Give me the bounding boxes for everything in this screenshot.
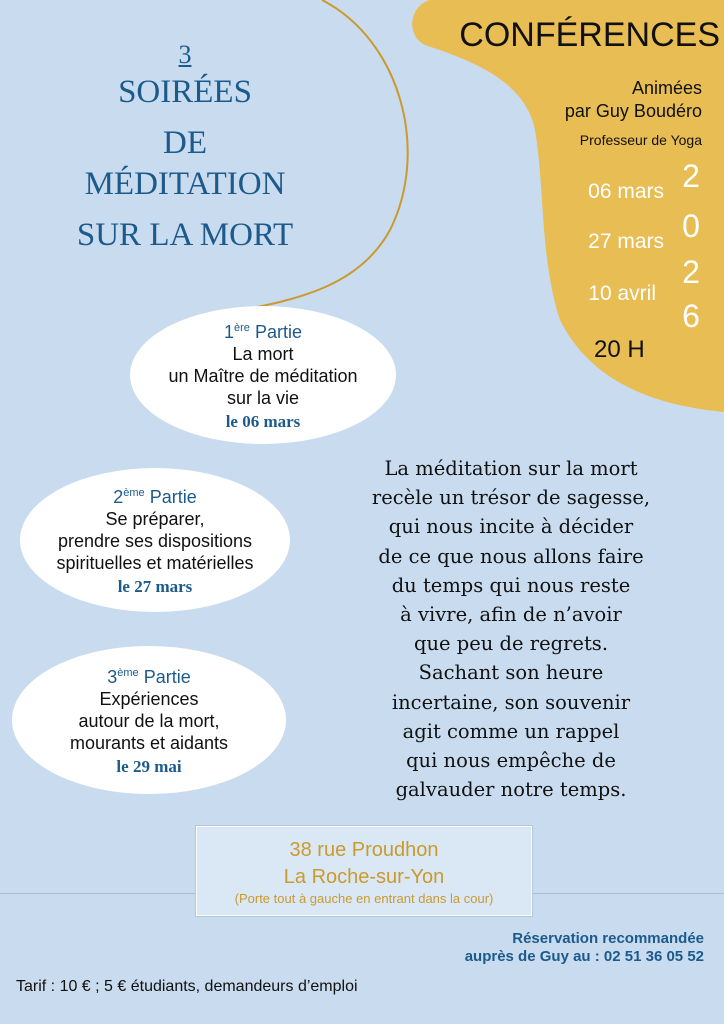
year-digit-1: 2: [682, 158, 700, 194]
main-title: [40, 40, 330, 254]
reservation-line-1: Réservation recommandée: [512, 930, 704, 947]
price-info: Tarif : 10 € ; 5 € étudiants, demandeurs d’emploi: [16, 978, 358, 995]
part-2-line-2: prendre ses dispositions: [57, 531, 253, 551]
address-street: 38 rue Proudhon: [289, 839, 439, 861]
conference-heading: CONFÉRENCES: [459, 16, 720, 54]
part-2-date: le 27 mars: [117, 577, 193, 596]
quote-line: à vivre, afin de n’avoir: [400, 603, 622, 627]
yellow-blob: [412, 0, 724, 412]
date-2: 27 mars: [588, 230, 664, 253]
part-1-line-3: sur la vie: [226, 388, 300, 408]
address-box: [196, 826, 532, 916]
address-note: (Porte tout à gauche en entrant dans la cour): [234, 891, 494, 906]
title-number: 3: [178, 40, 192, 69]
quote-line: que peu de regrets.: [413, 632, 609, 656]
quote-line: galvauder notre temps.: [395, 778, 627, 802]
part-1-ellipse: [130, 306, 396, 444]
quote-line: qui nous empêche de: [406, 749, 616, 773]
year-digit-4: 6: [682, 298, 700, 334]
part-2-ellipse: [20, 468, 290, 612]
quote-line: du temps qui nous reste: [391, 573, 631, 597]
quote-line: La méditation sur la mort: [384, 457, 638, 480]
part-2-line-1: Se préparer,: [105, 509, 205, 529]
meditation-quote: [356, 454, 666, 804]
title-line-1: SOIRÉES: [118, 74, 252, 110]
part-1-date: le 06 mars: [225, 412, 301, 431]
quote-line: Sachant son heure: [418, 661, 604, 685]
animated-by-line-2: par Guy Boudéro: [564, 101, 702, 121]
year-digit-2: 0: [682, 208, 700, 244]
part-3-line-1: Expériences: [99, 689, 199, 709]
title-line-4: SUR LA MORT: [76, 217, 294, 253]
quote-line: incertaine, son souvenir: [391, 690, 631, 714]
part-3-ellipse: [12, 646, 286, 794]
quote-line: qui nous incite à décider: [388, 515, 634, 539]
title-line-2: DE: [163, 125, 207, 161]
address-city: La Roche-sur-Yon: [283, 866, 445, 888]
part-3-date: le 29 mai: [116, 757, 182, 776]
date-3: 10 avril: [588, 282, 656, 305]
part-3-line-3: mourants et aidants: [69, 733, 229, 753]
year-digit-3: 2: [682, 254, 700, 290]
reservation-line-2: auprès de Guy au : 02 51 36 05 52: [464, 948, 704, 965]
part-3-line-2: autour de la mort,: [78, 711, 220, 731]
title-line-3: MÉDITATION: [84, 166, 286, 202]
part-2-line-3: spirituelles et matérielles: [56, 553, 254, 573]
part-2-title: 2ème Partie: [113, 487, 197, 507]
quote-line: de ce que nous allons faire: [378, 544, 644, 568]
event-hour: 20 H: [594, 336, 645, 363]
date-1: 06 mars: [588, 180, 664, 203]
part-1-line-2: un Maître de méditation: [168, 366, 358, 386]
animated-by-line-1: Animées: [631, 78, 702, 98]
part-1-line-1: La mort: [232, 344, 294, 364]
quote-line: agit comme un rappel: [402, 719, 620, 743]
quote-line: recèle un trésor de sagesse,: [371, 486, 651, 510]
part-1-title: 1ère Partie: [224, 322, 302, 342]
speaker-role: Professeur de Yoga: [579, 132, 702, 148]
part-3-title: 3ème Partie: [107, 667, 191, 687]
